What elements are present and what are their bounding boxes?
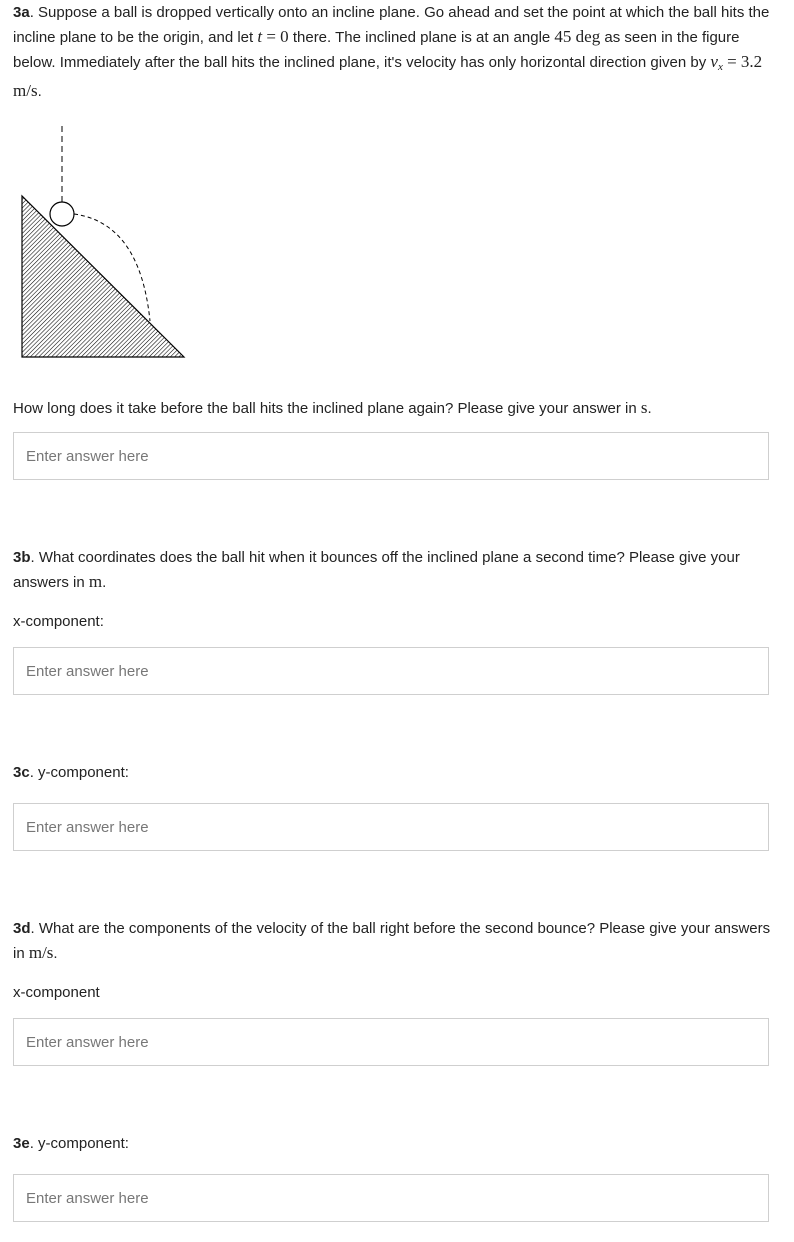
question-3b-text: 3b. What coordinates does the ball hit when it bounces off the inclined plane a second time? Please give your answers in m.	[13, 549, 740, 591]
question-3d-text: 3d. What are the components of the velocity of the ball right before the second bounce? Please give your answers in m/s.	[13, 920, 771, 962]
answer-input-3a[interactable]	[13, 432, 769, 480]
x-component-label: x-component	[13, 984, 100, 1001]
ball	[50, 202, 74, 226]
answer-input-3e[interactable]	[13, 1174, 769, 1222]
answer-input-3c[interactable]	[13, 803, 769, 851]
question-number: 3b	[13, 549, 31, 566]
incline-diagram	[10, 118, 190, 363]
question-number: 3e	[13, 1135, 30, 1152]
incline-plane	[22, 196, 184, 357]
question-number: 3c	[13, 764, 30, 781]
answer-input-3d[interactable]	[13, 1018, 769, 1066]
question-3e-label: 3e. y-component:	[13, 1135, 129, 1152]
question-3c-label: 3c. y-component:	[13, 764, 129, 781]
question-3a-text: 3a. Suppose a ball is dropped vertically onto an incline plane. Go ahead and set the point at which the ball hits the incline plane to be the origin, and let t = 0 there. The inclined plane is at an angle 45 deg as seen in the figure below. Immediately after the ball hits the inclined plane, it's velocity has only horizontal direction given by $v_x = 3.2$ m/s.	[13, 4, 770, 100]
question-3a-prompt: How long does it take before the ball hits the inclined plane again? Please give your answer in s.	[13, 398, 652, 417]
question-number: 3d	[13, 920, 31, 937]
x-component-label: x-component:	[13, 613, 104, 630]
question-number: 3a	[13, 4, 30, 21]
answer-input-3b[interactable]	[13, 647, 769, 695]
